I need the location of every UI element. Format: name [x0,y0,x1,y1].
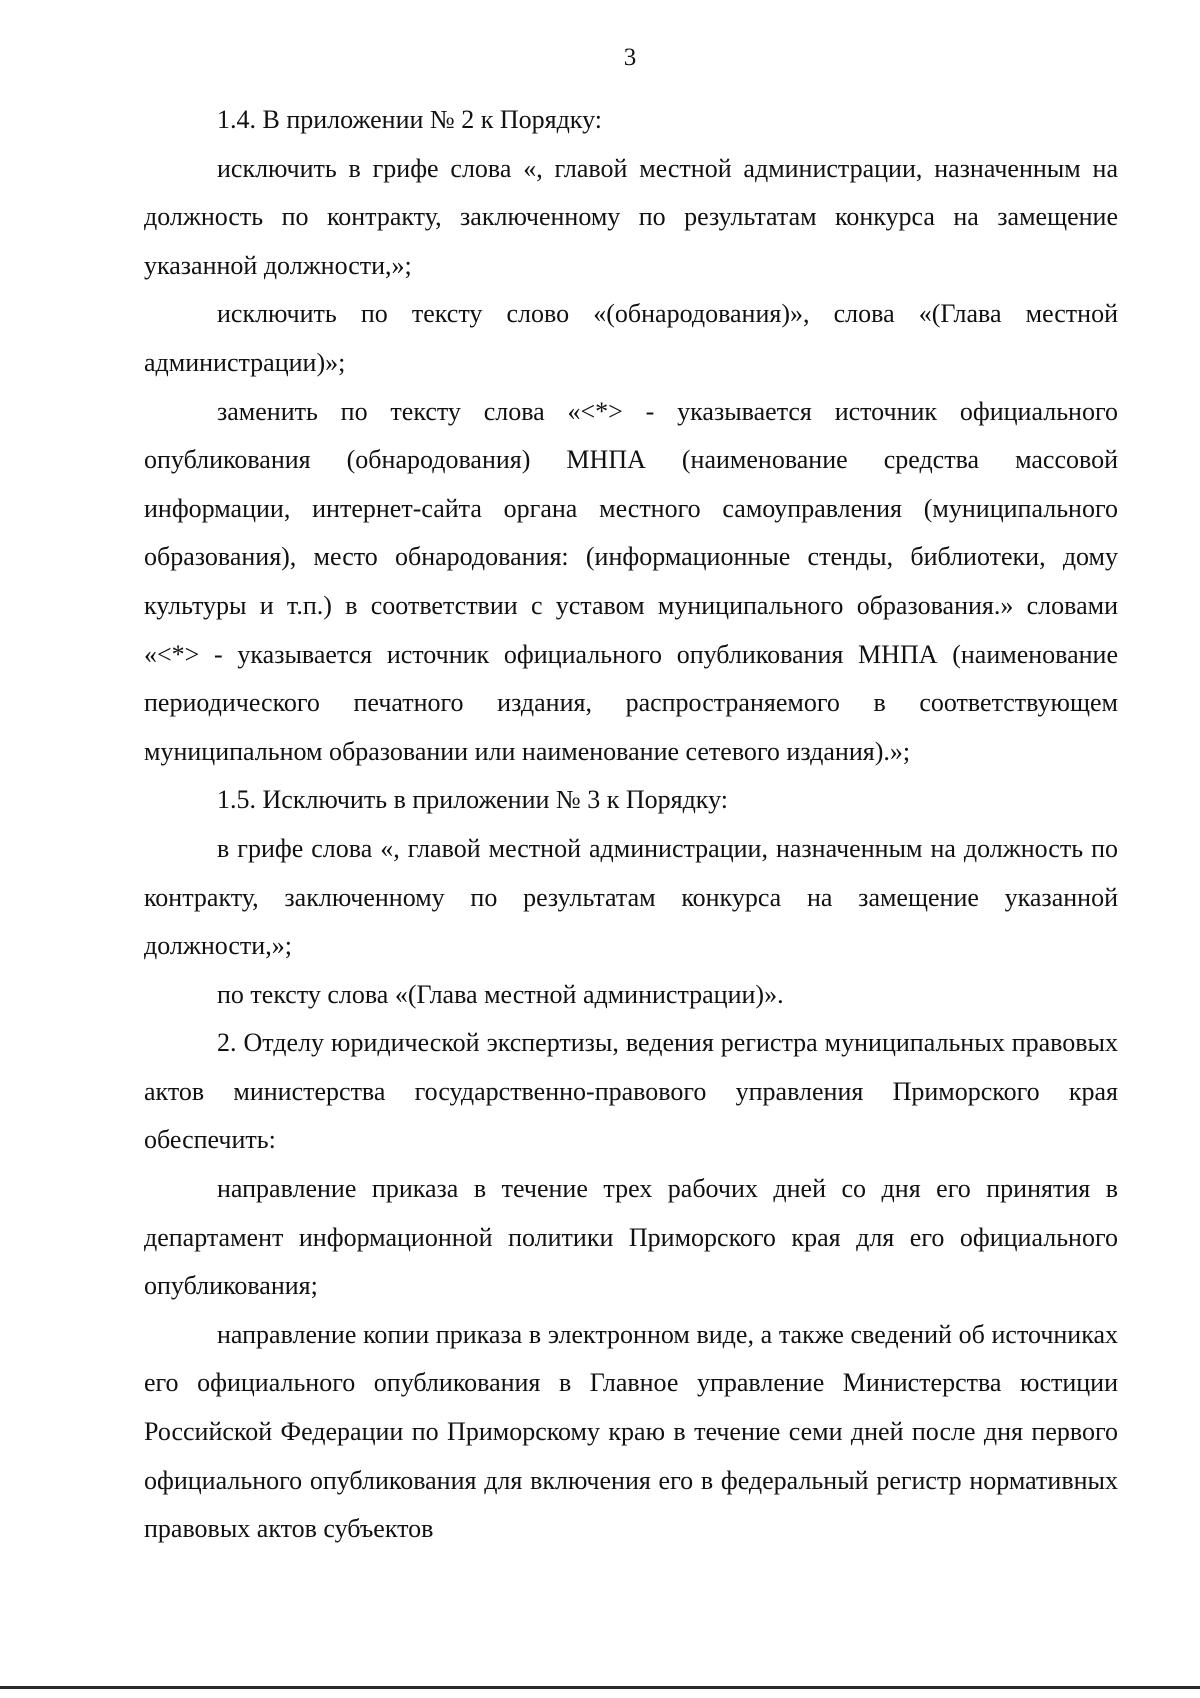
paragraph-1-5-heading: 1.5. Исключить в приложении № 3 к Порядку: [217,785,728,815]
paragraph-send-order: направление приказа в течение трех рабочих дней со дня его принятия в департамент информационной политики Приморского края для его официального опубликования; [144,1174,1118,1301]
paragraph-stamp-words: в грифе слова «, главой местной администрации, назначенным на должность по контракту, заключенному по результатам конкурса на замещение указанной должности,»; [144,833,1118,961]
page-number: 3 [623,44,637,71]
paragraph-1-4-heading: 1.4. В приложении № 2 к Порядку: [217,105,602,134]
paragraph-exclude-stamp-words: исключить в грифе слова «, главой местной администрации, назначенным на должность по контракту, заключенному по результатам конкурса на замещение указанной должности,»; [144,153,1118,280]
paragraph-2-heading: 2. Отделу юридической экспертизы, ведения регистра муниципальных правовых актов министерства государственно-правового управления Приморского края обеспечить: [144,1028,1118,1155]
paragraph-text-words: по тексту слова «(Глава местной администрации)». [217,979,784,1009]
paragraph-replace-words: заменить по тексту слова «<*> - указывается источник официального опубликования (обнародования) МНПА (наименование средства массовой информации, интернет-сайта органа местного самоуправления (муниципального образования), место обнародования: (информационные стенды, библиотеки, дому культуры и т.п.) в соответствии с уставом муниципального образования.» словами «<*> - указывается источник официального опубликования МНПА (наименование периодического печатного издания, распространяемого в соответствующем муниципальном образовании или наименование сетевого издания).»; [144,396,1118,766]
paragraph-send-copy: направление копии приказа в электронном виде, а также сведений об источниках его официального опубликования в Главное управление Министерства юстиции Российской Федерации по Приморскому краю в течение семи дней после дня первого официального опубликования для включения его в федеральный регистр нормативных правовых актов субъектов [144,1319,1118,1544]
paragraph-exclude-text-words: исключить по тексту слово «(обнародования)», слова «(Глава местной администрации)»; [144,299,1118,377]
document-body [144,96,1118,1554]
scan-bottom-edge [0,1686,1200,1689]
